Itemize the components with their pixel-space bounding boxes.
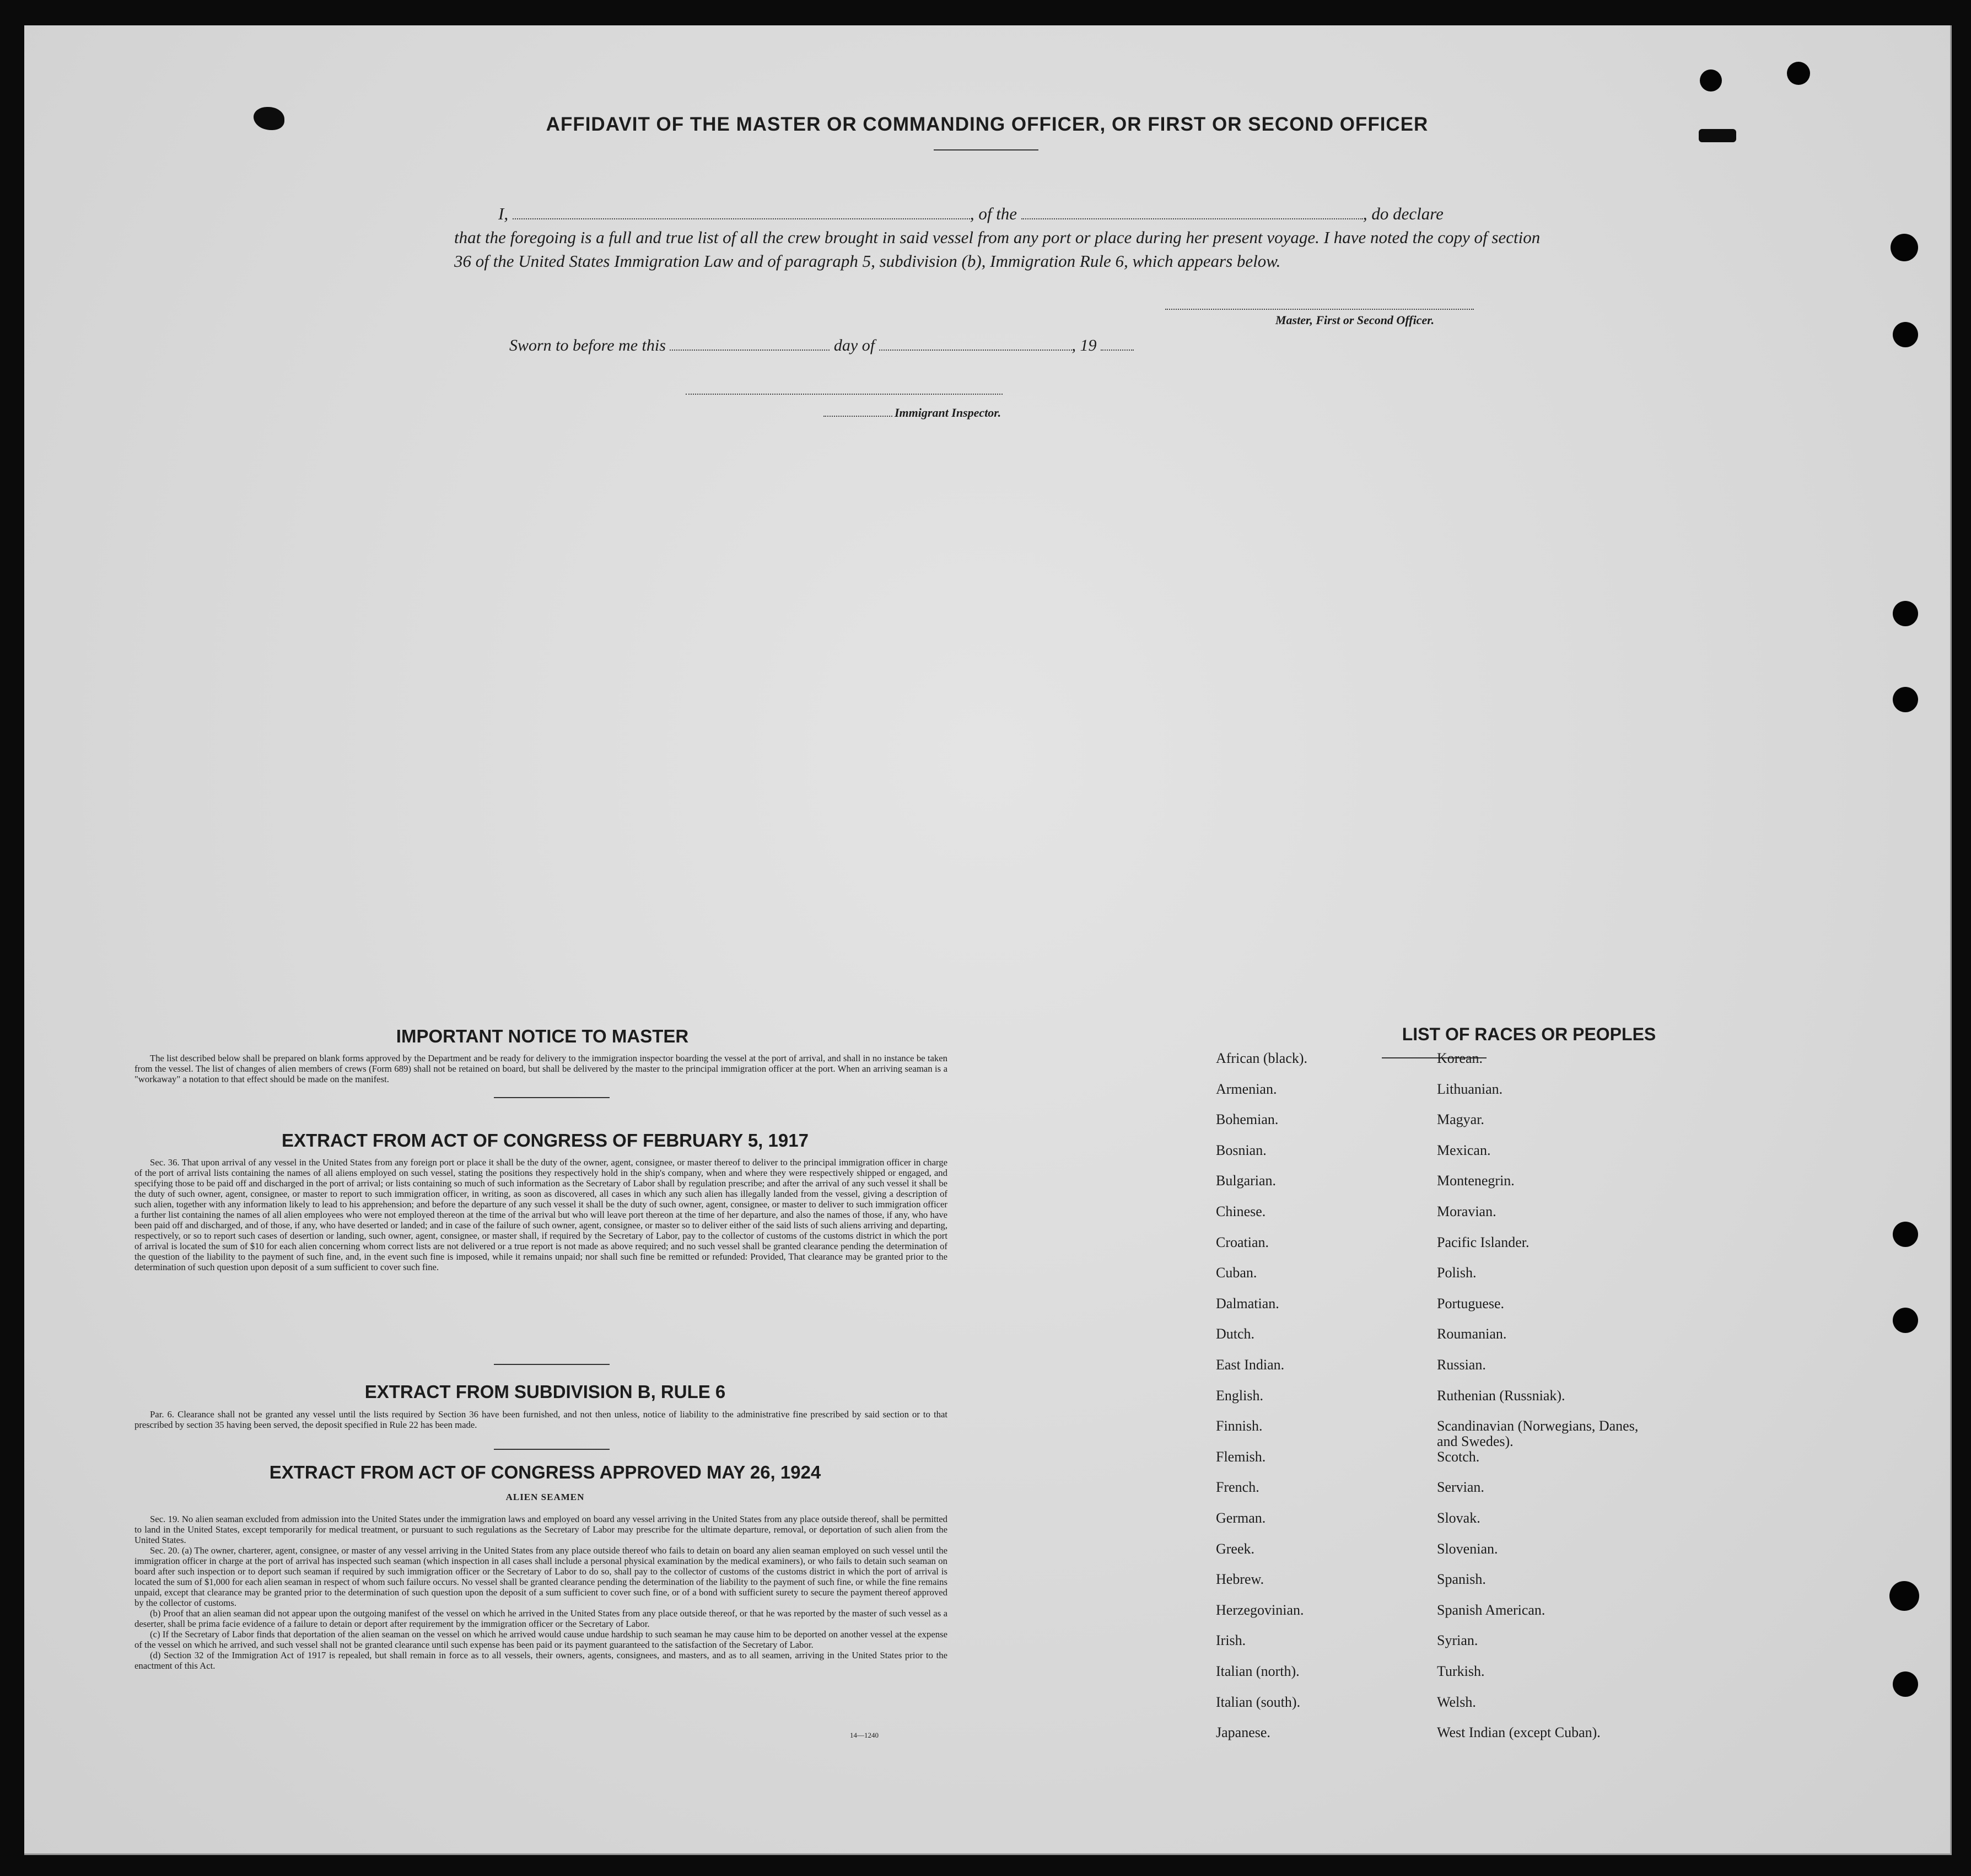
race-item: Armenian. <box>1216 1081 1277 1097</box>
race-item: Syrian. <box>1437 1632 1478 1648</box>
signature-caption: Master, First or Second Officer. <box>1275 313 1435 327</box>
punch-hole <box>1893 322 1918 347</box>
name-blank[interactable] <box>513 218 970 219</box>
race-item: English. <box>1216 1388 1263 1404</box>
affidavit-of-the: , of the <box>970 204 1017 223</box>
races-title: LIST OF RACES OR PEOPLES <box>1402 1024 1656 1044</box>
punch-hole <box>1893 1308 1918 1333</box>
inspector-line[interactable] <box>686 394 1003 395</box>
punch-hole <box>1893 1222 1918 1247</box>
sworn-year-blank[interactable] <box>1101 350 1134 351</box>
affidavit-first-line <box>454 202 1551 225</box>
notice-title: IMPORTANT NOTICE TO MASTER <box>396 1026 689 1046</box>
extract-1924-subtitle: ALIEN SEAMEN <box>505 1492 585 1502</box>
race-item: Bohemian. <box>1216 1111 1279 1127</box>
race-item: Magyar. <box>1437 1111 1484 1127</box>
extract-1924-text <box>134 1514 947 1671</box>
race-item: Dalmatian. <box>1216 1296 1279 1311</box>
race-item: Bulgarian. <box>1216 1173 1277 1189</box>
sworn-month-blank[interactable] <box>879 350 1072 351</box>
affidavit-text: that the foregoing is a full and true list of all the crew brought in said vessel from any port or place during her present voyage. I have noted the copy of section 36 of the United States Immigration Law and of paragraph 5, subdivision (b), Immigration Rule 6, which appears below. <box>454 228 1541 271</box>
title-underline <box>934 149 1038 150</box>
punch-hole <box>1893 1671 1918 1697</box>
extract-1924-paragraph: (d) Section 32 of the Immigration Act of 1917 is repealed, but shall remain in force as to all vessels, their owners, agents, consignees, and masters, and as to all seamen, arriving in the United States prior to the enactment of this Act. <box>134 1650 947 1671</box>
race-item: Irish. <box>1216 1632 1246 1648</box>
extract-1924-paragraph: Sec. 20. (a) The owner, charterer, agent, consignee, or master of any vessel arriving in the United States from any place outside thereof who fails to detain on board any alien seaman employed on such vessel until the immigration officer in charge at the port of arrival has inspected such seaman (which inspection in all cases shall include a personal physical examination by the medical examiners), or who fails to detain such seaman on board after such inspection or to deport such seaman if required by such immigration officer or the Secretary of Labor to do so, shall pay to the collector of customs of the customs district in which the port of arrival is located the sum of $1,000 for each alien seaman in respect of whom such failure occurs. No vessel shall be granted clearance pending the determination of the liability to the payment of such fine, or while the fine remains unpaid, except that clearance may be granted prior to the determination of such question upon the deposit of a sum sufficient to cover such fine, or of a bond with sufficient surety to secure the payment thereof approved by the collector of customs. <box>134 1545 947 1608</box>
race-item: French. <box>1216 1479 1259 1495</box>
race-item: Hebrew. <box>1216 1571 1264 1587</box>
punch-hole <box>1889 1581 1919 1611</box>
race-item: Croatian. <box>1216 1234 1269 1250</box>
race-item: Korean. <box>1437 1050 1483 1066</box>
race-item: Pacific Islander. <box>1437 1234 1530 1250</box>
extract-1917-paragraph: Sec. 36. That upon arrival of any vessel in the United States from any foreign port or place it shall be the duty of the owner, agent, consignee, or master thereof to deliver to the principal immigration officer in charge of the port of arrival lists containing the names of all aliens employed on such vessel, stating the positions they respectively hold in the ship's company, when and where they were respectively shipped or engaged, and specifying those to be paid off and discharged in the port of arrival; or lists containing so much of such information as the Secretary of Labor shall by regulation prescribe; and after the arrival of any such vessel it shall be the duty of such owner, agent, consignee, or master to report to such immigration officer, in writing, as soon as discovered, all cases in which any such alien has illegally landed from the vessel, giving a description of such alien, together with any information likely to lead to his apprehension; and before the departure of any such vessel it shall be the duty of such owner, agent, consignee, or master to deliver to such immigration officer a further list containing the names of all alien employees who were not employed thereon at the time of the arrival but who will leave port thereon at the time of her departure, and also the names of those, if any, who have been paid off and discharged, and of those, if any, who have deserted or landed; and in case of the failure of such owner, agent, consignee, or master so to deliver either of the said lists of such aliens arriving and departing, respectively, or so to report such cases of desertion or landing, such owner, agent, consignee, or master shall, if required by the Secretary of Labor, pay to the collector of customs of the customs district in which the port of arrival is located the sum of $10 for each alien concerning whom correct lists are not delivered or a true report is not made as above required; and no such vessel shall be granted clearance pending the determination of the question of the liability to the payment of such fine, and, in the event such fine is imposed, while it remains unpaid; nor shall such fine be remitted or refunded: Provided, That clearance may be granted prior to the determination of such question upon deposit of a sum sufficient to cover such fine. <box>134 1157 947 1272</box>
extract-rule6-text <box>134 1409 947 1430</box>
race-item: Herzegovinian. <box>1216 1602 1304 1618</box>
extract-1924-title: EXTRACT FROM ACT OF CONGRESS APPROVED MAY 26, 1924 <box>269 1462 821 1482</box>
affidavit-declare: , do declare <box>1363 204 1444 223</box>
inspector-signature-row <box>823 406 1001 420</box>
race-item: Portuguese. <box>1437 1296 1505 1311</box>
section-divider <box>494 1364 610 1365</box>
race-item: Chinese. <box>1216 1203 1266 1219</box>
punch-hole <box>1891 234 1918 261</box>
section-divider <box>494 1449 610 1450</box>
affidavit-i: I, <box>498 204 509 223</box>
race-item: Spanish American. <box>1437 1602 1545 1618</box>
punch-hole <box>1700 69 1722 92</box>
extract-1917-title: EXTRACT FROM ACT OF CONGRESS OF FEBRUARY 5, 1917 <box>282 1130 809 1151</box>
sworn-date-blank[interactable] <box>670 350 830 351</box>
race-item: Cuban. <box>1216 1265 1257 1281</box>
sworn-day: day of <box>833 336 875 354</box>
sworn-line <box>509 336 1134 355</box>
race-item: Japanese. <box>1216 1724 1270 1740</box>
race-item: Mexican. <box>1437 1142 1491 1158</box>
sworn-prefix: Sworn to before me this <box>509 336 666 354</box>
race-item: Montenegrin. <box>1437 1173 1515 1189</box>
vessel-blank[interactable] <box>1021 218 1363 219</box>
punch-hole <box>1893 687 1918 712</box>
race-item: Russian. <box>1437 1357 1486 1373</box>
race-item: Polish. <box>1437 1265 1477 1281</box>
race-item: Turkish. <box>1437 1663 1485 1679</box>
race-item: Servian. <box>1437 1479 1484 1495</box>
race-item: West Indian (except Cuban). <box>1437 1724 1601 1740</box>
race-item: Welsh. <box>1437 1694 1476 1710</box>
race-item: Slovenian. <box>1437 1541 1498 1557</box>
race-item: Moravian. <box>1437 1203 1496 1219</box>
race-item: Greek. <box>1216 1541 1255 1557</box>
extract-rule6-paragraph: Par. 6. Clearance shall not be granted any vessel until the lists required by Section 36 have been furnished, and not then unless, notice of liability to the administrative fine prescribed by said section or to that prescribed by section 35 having been served, the deposit specified in Rule 22 has been made. <box>134 1409 947 1430</box>
race-item: Finnish. <box>1216 1418 1263 1434</box>
form-number: 14—1240 <box>850 1731 879 1739</box>
race-item: East Indian. <box>1216 1357 1285 1373</box>
punch-hole <box>1787 62 1810 85</box>
race-item: African (black). <box>1216 1050 1308 1066</box>
notice-paragraph: The list described below shall be prepared on blank forms approved by the Department and be ready for delivery to the immigration inspector boarding the vessel at the port of arrival, and shall in no instance be taken from the vessel. The list of changes of alien members of crews (Form 689) shall not be retained on board, but shall be delivered by the master to the principal immigration officer at the port. When an arriving seaman is a "workaway" a notation to that effect should be made on the manifest. <box>134 1053 947 1084</box>
race-item: Ruthenian (Russniak). <box>1437 1388 1565 1404</box>
race-item: Italian (south). <box>1216 1694 1301 1710</box>
extract-rule6-title: EXTRACT FROM SUBDIVISION B, RULE 6 <box>364 1382 726 1402</box>
race-item: Spanish. <box>1437 1571 1486 1587</box>
section-divider <box>494 1097 610 1098</box>
race-item: Scotch. <box>1437 1449 1480 1465</box>
signature-line[interactable] <box>1165 309 1474 310</box>
extract-1924-paragraph: (b) Proof that an alien seaman did not appear upon the outgoing manifest of the vessel on which he arrived in the United States from any place outside thereof, or that he was reported by the master of such vessel as a deserter, shall be prima facie evidence of a failure to detain or deport after requirement by the immigration officer or the Secretary of Labor. <box>134 1608 947 1629</box>
extract-1917-text <box>134 1157 947 1272</box>
notice-text <box>134 1053 947 1084</box>
extract-1924-paragraph: Sec. 19. No alien seaman excluded from admission into the United States under the immigration laws and employed on board any vessel arriving in the United States from any place outside thereof, shall be permitted to land in the United States, except temporarily for medical treatment, or pursuant to such regulations as the Secretary of Labor may prescribe for the ultimate departure, removal, or deportation of such alien from the United States. <box>134 1514 947 1545</box>
document-page <box>24 25 1952 1855</box>
race-item: Slovak. <box>1437 1510 1480 1526</box>
sworn-year: , 19 <box>1071 336 1097 354</box>
affidavit-body <box>454 202 1551 273</box>
affidavit-title: AFFIDAVIT OF THE MASTER OR COMMANDING OFFICER, OR FIRST OR SECOND OFFICER <box>546 114 1429 135</box>
punch-hole <box>1893 601 1918 626</box>
inspector-caption: Immigrant Inspector. <box>895 406 1001 420</box>
race-item: Italian (north). <box>1216 1663 1300 1679</box>
extract-1924-paragraph: (c) If the Secretary of Labor finds that deportation of the alien seaman on the vessel on which he arrived would cause undue hardship to such seaman he may cause him to be deported on another vessel at the expense of the vessel on which he arrived, and such vessel shall not be granted clearance until such expense has been paid or its payment guaranteed to the satisfaction of the Secretary of Labor. <box>134 1629 947 1650</box>
race-item: German. <box>1216 1510 1266 1526</box>
race-item: Bosnian. <box>1216 1142 1267 1158</box>
race-item: Scandinavian (Norwegians, Danes, and Swedes). <box>1437 1418 1639 1449</box>
race-item: Dutch. <box>1216 1326 1255 1342</box>
inspector-blank[interactable] <box>823 416 892 417</box>
race-item: Lithuanian. <box>1437 1081 1503 1097</box>
race-item: Flemish. <box>1216 1449 1266 1465</box>
race-item: Roumanian. <box>1437 1326 1507 1342</box>
